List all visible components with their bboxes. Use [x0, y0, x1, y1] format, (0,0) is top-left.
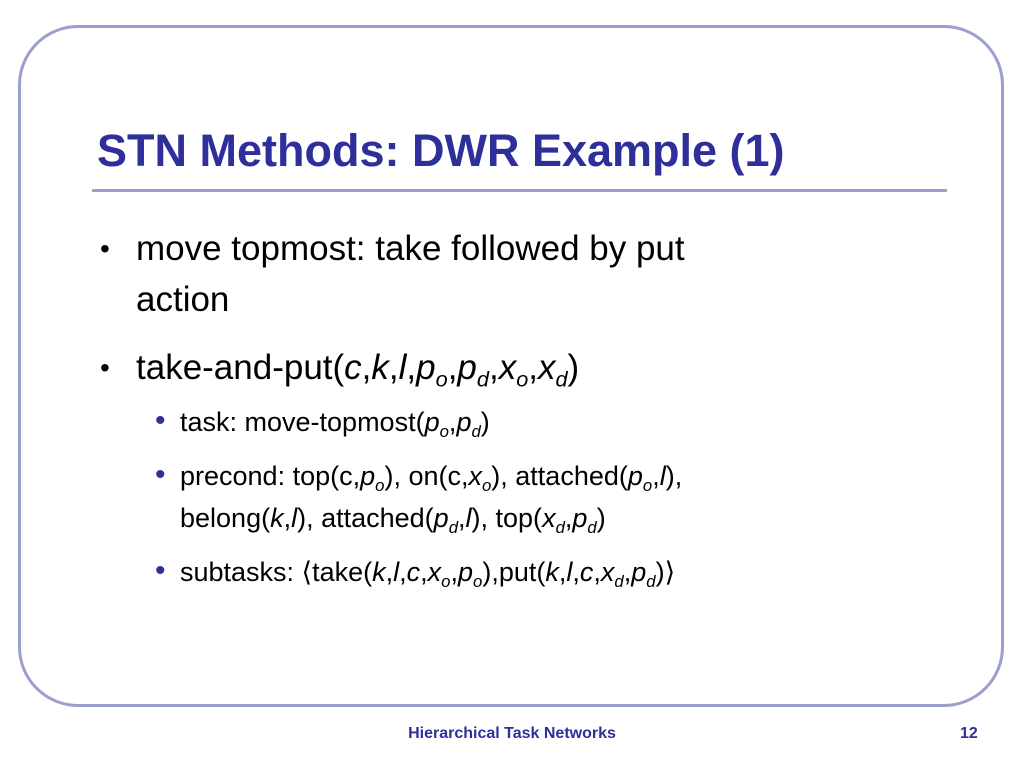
take-and-put-signature: take-$and-put(c,k,l,p_o,p_d,x_o,x_d)$ — [136, 348, 580, 392]
bullet-line-2: action — [136, 280, 230, 319]
sub-bullet-dot-icon: • — [155, 458, 166, 491]
sub-bullet-dot-icon: • — [155, 404, 166, 437]
sub-bullet-dot-icon: • — [155, 554, 166, 587]
bullet-line-1: move topmost: take followed by put — [136, 229, 685, 268]
task-text: task: move-$topmost(p_o,p_d)$ — [180, 407, 490, 441]
bullet-dot-icon: • — [100, 233, 110, 264]
subtasks-text: subtasks: $⟨take(k,l,c,x_o,p_o),put(k,l,c,x_d,p_d)⟩$ — [180, 557, 676, 591]
precond-line-1: precond: $top(c,p_o)$, $on(c,x_o)$, $attached(p_o,l)$, — [180, 461, 683, 495]
slide-title: STN Methods: DWR Example (1) — [97, 125, 785, 176]
precond-line-2: belong(k,l), $attached(p_d,l)$, $top(x_d,p_d)$ — [180, 503, 606, 537]
bullet-dot-icon: • — [100, 352, 110, 383]
footer-title: Hierarchical Task Networks — [408, 725, 616, 742]
title-underline — [92, 189, 947, 192]
page-number: 12 — [960, 725, 978, 742]
